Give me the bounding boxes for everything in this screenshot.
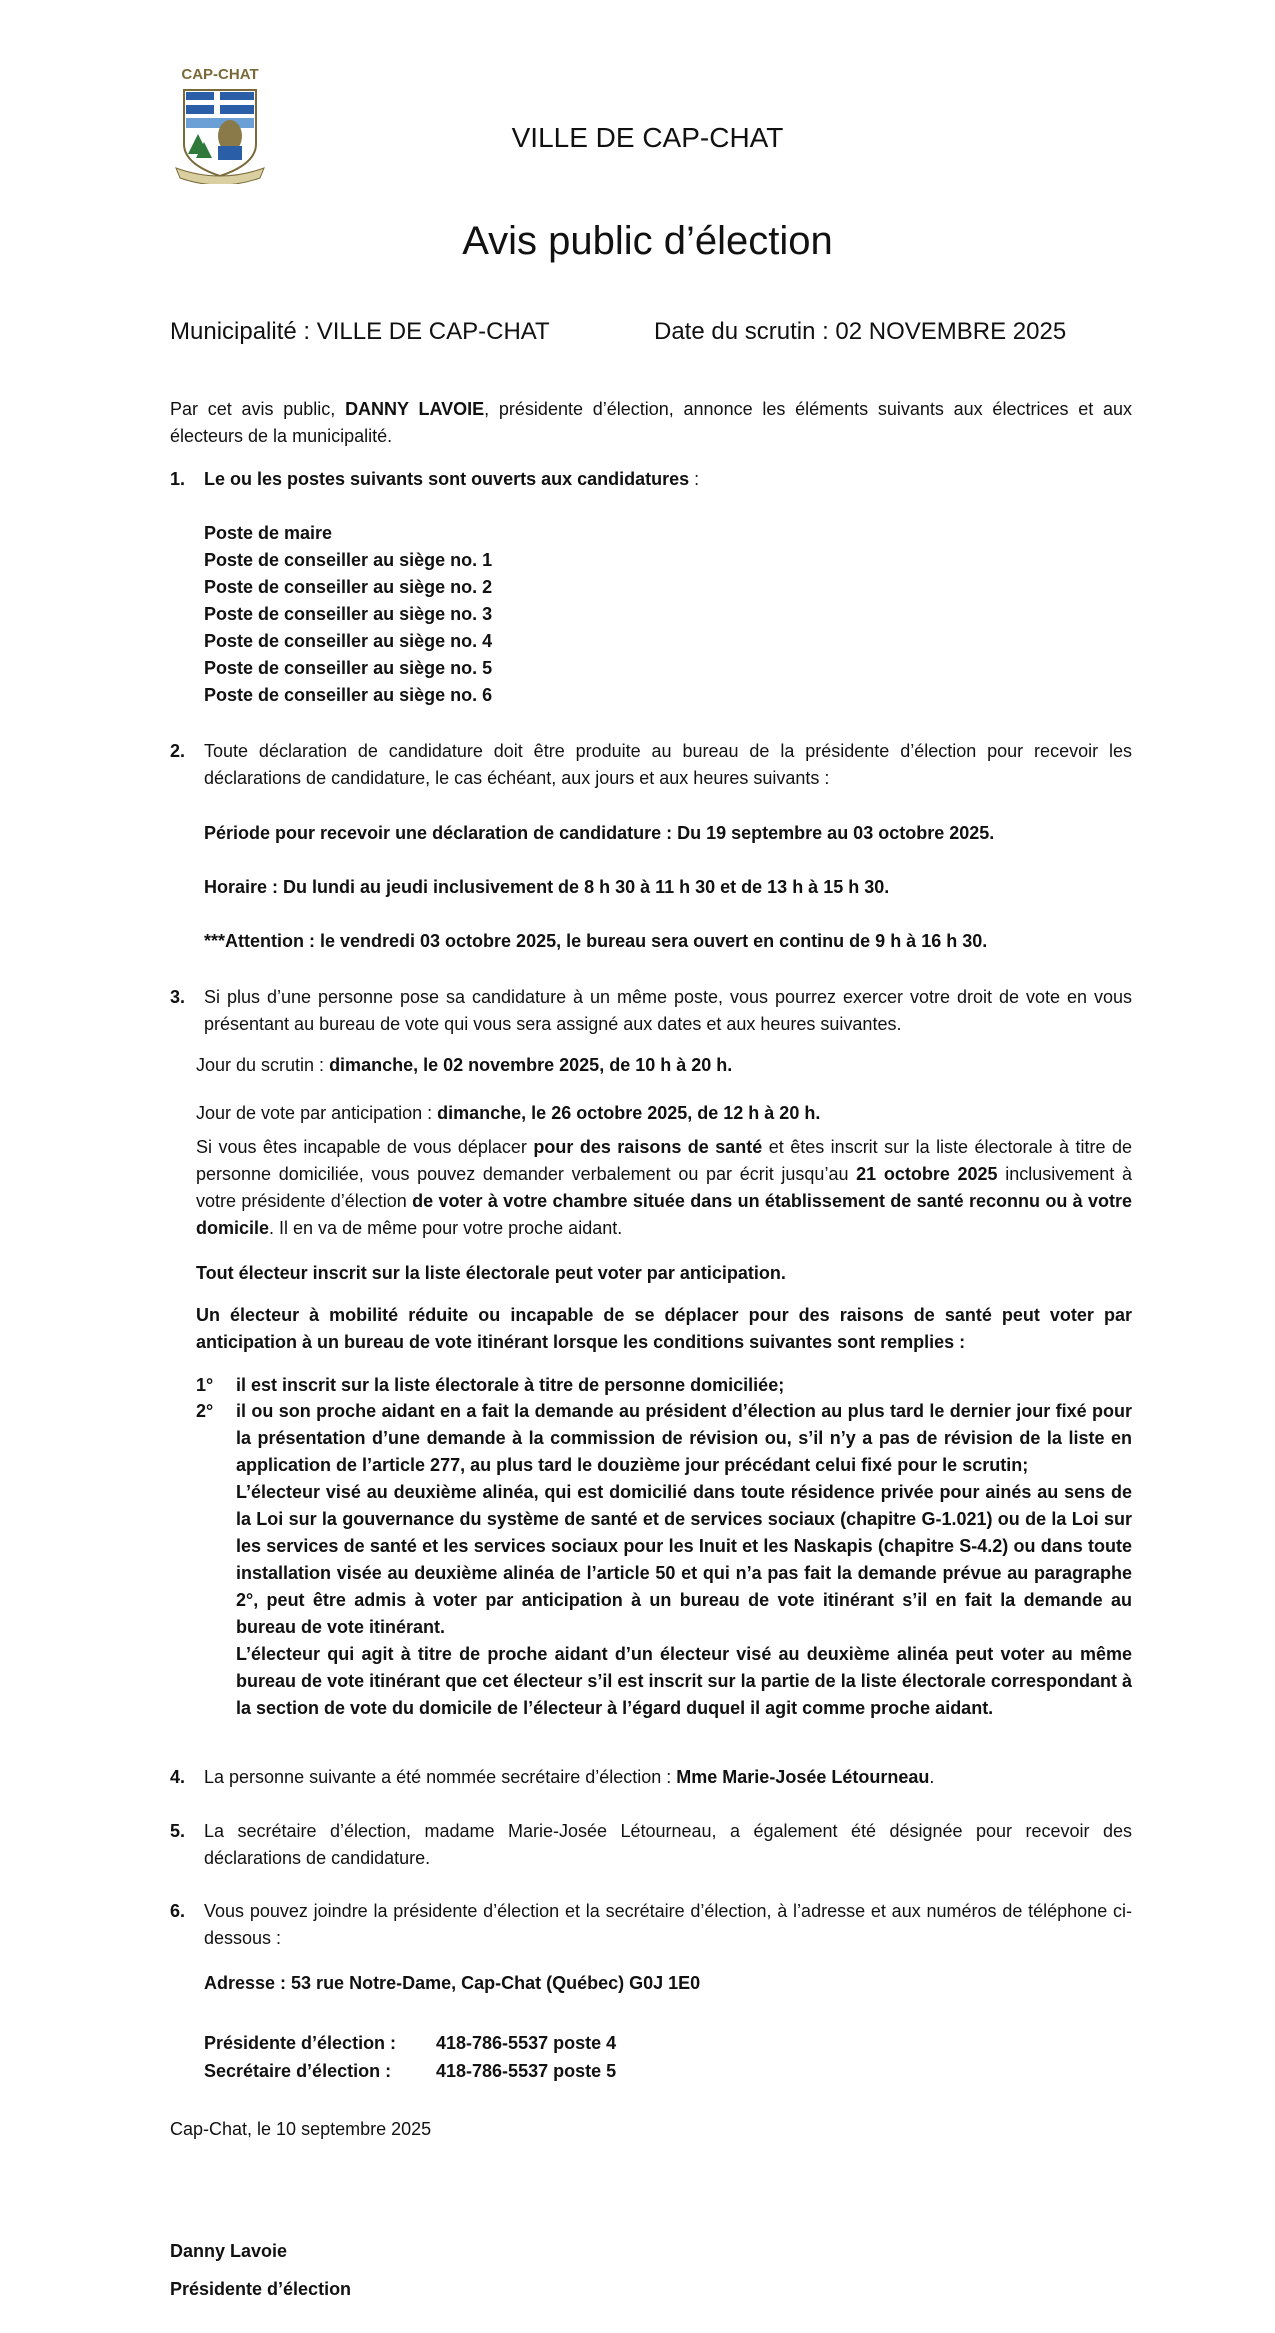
list-item: Poste de conseiller au siège no. 2	[204, 577, 493, 597]
secretaire-name: Mme Marie-Josée Létourneau	[676, 1767, 930, 1787]
condition-marker: 2°	[196, 1401, 214, 1421]
section-6	[170, 1898, 1132, 1952]
section-number: 4.	[170, 1767, 186, 1787]
adresse-text: Adresse : 53 rue Notre-Dame, Cap-Chat (Québec) G0J 1E0	[204, 1973, 701, 1993]
section-1: 1. Le ou les postes suivants sont ouverts aux candidatures :	[170, 466, 1132, 493]
list-item: Poste de conseiller au siège no. 1	[204, 550, 493, 570]
list-item: Poste de conseiller au siège no. 5	[204, 658, 493, 678]
jour-scrutin: Jour du scrutin : dimanche, le 02 novembre 2025, de 10 h à 20 h.	[196, 1055, 733, 1075]
ville-title: VILLE DE CAP-CHAT	[511, 122, 784, 153]
section-number: 6.	[170, 1901, 186, 1921]
mobilite-text: Un électeur à mobilité réduite ou incapable de se déplacer pour des raisons de santé peut voter par anticipation à un bureau de vote itinérant lorsque les conditions suivantes sont remplies :	[196, 1305, 1132, 1352]
section-5	[170, 1818, 1132, 1872]
condition-extra-2: L’électeur qui agit à titre de proche aidant d’un électeur visé au deuxième alinéa peut voter au même bureau de vote itinérant que cet électeur s’il est inscrit sur la partie de la liste électorale correspondant à la section de vote du domicile de l’électeur à l’égard duquel il agit comme proche aidant.	[236, 1644, 1132, 1718]
logo-text: CAP-CHAT	[181, 66, 259, 83]
section-2-text: Toute déclaration de candidature doit être produite au bureau de la présidente d’élection pour recevoir les déclarations de candidature, le cas échéant, aux jours et aux heures suivants :	[204, 741, 1132, 788]
municipalite-label: Municipalité : VILLE DE CAP-CHAT	[170, 318, 550, 345]
list-item: Poste de conseiller au siège no. 6	[204, 685, 493, 705]
condition-1: 1° il est inscrit sur la liste électorale à titre de personne domiciliée;	[196, 1372, 1132, 1399]
condition-extra-1: L’électeur visé au deuxième alinéa, qui est domicilié dans toute résidence privée pour ainés au sens de la Loi sur la gouvernance du système de santé et de services sociaux (chapitre G-1.021) ou de la Loi sur les services de santé et les services sociaux pour les Inuit et les Naskapis (chapitre S-4.2) ou dans toute installation visée au deuxième alinéa de l’article 50 et qui n’a pas fait la demande prévue au paragraphe 2°, peut être admis à voter par anticipation à un bureau de vote itinérant s’il en fait la demande au bureau de vote itinérant.	[236, 1482, 1132, 1637]
section-number: 1.	[170, 469, 186, 489]
meta-row	[170, 316, 1067, 348]
phone-number: 418-786-5537 poste 4	[436, 2033, 617, 2053]
attention-text: ***Attention : le vendredi 03 octobre 2025, le bureau sera ouvert en continu de 9 h à 16 h 30.	[204, 931, 988, 951]
contact-row: Secrétaire d’élection : 418-786-5537 poste 5	[204, 2058, 391, 2085]
section-1-title: Le ou les postes suivants sont ouverts aux candidatures	[204, 469, 690, 489]
sante-paragraph: Si vous êtes incapable de vous déplacer pour des raisons de santé et êtes inscrit sur la liste électorale à titre de personne domiciliée, vous pouvez demander verbalement ou par écrit jusqu’au 21 octobre 2025 inclusivement à votre présidente d’élection de voter à votre chambre située dans un établissement de santé reconnu ou à votre domicile. Il en va de même pour votre proche aidant.	[196, 1137, 1133, 1238]
page-title: Avis public d’élection	[462, 219, 833, 263]
section-number: 5.	[170, 1821, 186, 1841]
section-5-text: La secrétaire d’élection, madame Marie-Josée Létourneau, a également été désignée pour recevoir des déclarations de candidature.	[204, 1821, 1132, 1868]
list-item: Poste de maire	[204, 523, 333, 543]
president-name: DANNY LAVOIE	[345, 399, 485, 419]
intro-paragraph: Par cet avis public, DANNY LAVOIE, présidente d’élection, annonce les éléments suivants aux électrices et aux électeurs de la municipalité.	[170, 399, 1132, 446]
signature-name: Danny Lavoie	[170, 2241, 288, 2261]
list-item: Poste de conseiller au siège no. 3	[204, 604, 493, 624]
section-3	[170, 984, 1132, 1038]
signature-title: Présidente d’élection	[170, 2279, 352, 2299]
signature-block	[170, 2232, 351, 2308]
section-4: 4. La personne suivante a été nommée secrétaire d’élection : Mme Marie-Josée Létourneau.	[170, 1764, 1132, 1791]
section-number: 3.	[170, 987, 186, 1007]
section-6-text: Vous pouvez joindre la présidente d’élection et la secrétaire d’élection, à l’adresse et aux numéros de téléphone ci-dessous :	[204, 1901, 1132, 1948]
jour-anticipation: Jour de vote par anticipation : dimanche, le 26 octobre 2025, de 12 h à 20 h.	[196, 1103, 821, 1123]
condition-marker: 1°	[196, 1375, 214, 1395]
condition-2: 2° il ou son proche aidant en a fait la demande au président d’élection au plus tard le dernier jour fixé pour la présentation d’une demande à la commission de révision ou, s’il n’y a pas de révision de la liste en application de l’article 277, au plus tard le douzième jour précédant celui fixé pour le scrutin; L’électeur visé au deuxième alinéa, qui est domicilié dans toute résidence privée pour ainés au sens de la Loi sur la gouvernance du système de santé et de services sociaux (chapitre G-1.021) ou de la Loi sur les services de santé et les services sociaux pour les Inuit et les Naskapis (chapitre S-4.2) ou dans toute installation visée au deuxième alinéa de l’article 50 et qui n’a pas fait la demande prévue au paragraphe 2°, peut être admis à voter par anticipation à un bureau de vote itinérant s’il en fait la demande au bureau de vote itinérant. L’électeur qui agit à titre de proche aidant d’un électeur visé au deuxième alinéa peut voter au même bureau de vote itinérant que cet électeur s’il est inscrit sur la partie de la liste électorale correspondant à la section de vote du domicile de l’électeur à l’égard duquel il agit comme proche aidant.	[196, 1398, 1132, 1722]
section-3-text: Si plus d’une personne pose sa candidature à un même poste, vous pourrez exercer votre droit de vote en vous présentant au bureau de vote qui vous sera assigné aux dates et aux heures suivantes.	[204, 987, 1132, 1034]
list-item: Poste de conseiller au siège no. 4	[204, 631, 493, 651]
contact-row: Présidente d’élection : 418-786-5537 poste 4	[204, 2030, 396, 2057]
horaire-text: Horaire : Du lundi au jeudi inclusivement de 8 h 30 à 11 h 30 et de 13 h à 15 h 30.	[204, 877, 890, 897]
place-date: Cap-Chat, le 10 septembre 2025	[170, 2119, 432, 2139]
postes-list	[204, 520, 492, 709]
section-number: 2.	[170, 741, 186, 761]
periode-text: Période pour recevoir une déclaration de candidature : Du 19 septembre au 03 octobre 2025.	[204, 823, 995, 843]
tout-electeur-text: Tout électeur inscrit sur la liste électorale peut voter par anticipation.	[196, 1263, 786, 1283]
phone-number: 418-786-5537 poste 5	[436, 2061, 617, 2081]
section-2	[170, 738, 1132, 792]
date-scrutin: Date du scrutin : 02 NOVEMBRE 2025	[654, 318, 1067, 345]
